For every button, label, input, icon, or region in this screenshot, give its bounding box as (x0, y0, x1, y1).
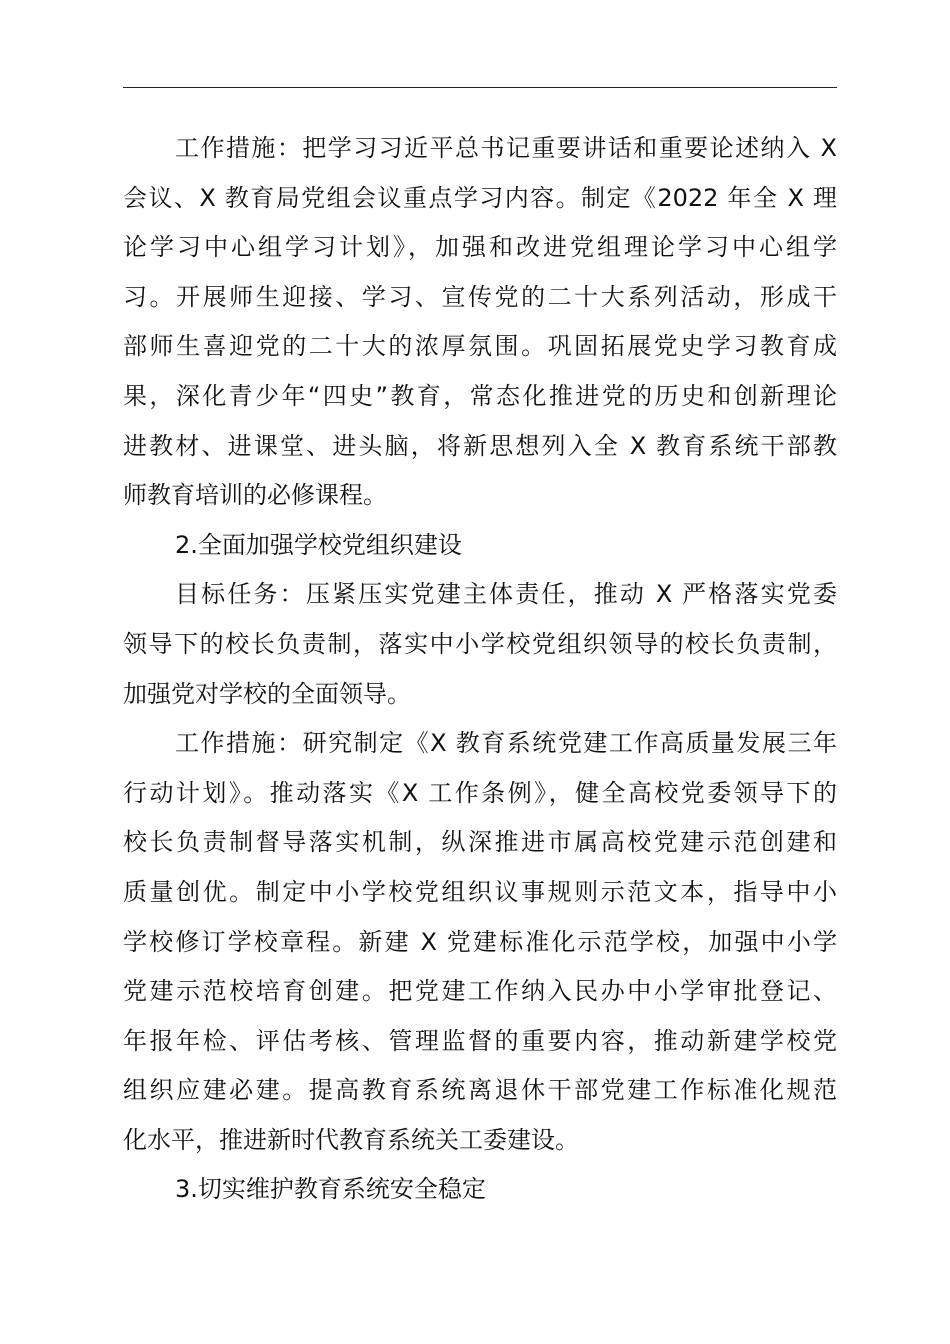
paragraph-line: 质量创优。制定中小学校党组织议事规则示范文本，指导中小 (123, 877, 837, 906)
paragraph-line: 习。开展师生迎接、学习、宣传党的二十大系列活动，形成干 (123, 282, 837, 311)
paragraph-line: 学校修订学校章程。新建 X 党建标准化示范学校，加强中小学 (123, 927, 837, 956)
paragraph-line: 会议、X 教育局党组会议重点学习内容。制定《2022 年全 X 理 (123, 183, 837, 212)
paragraph-line: 党建示范校培育创建。把党建工作纳入民办中小学审批登记、 (123, 977, 837, 1006)
paragraph-line: 进教材、进课堂、进头脑，将新思想列入全 X 教育系统干部教 (123, 431, 837, 460)
paragraph-line: 校长负责制督导落实机制，纵深推进市属高校党建示范创建和 (123, 828, 837, 857)
paragraph-line: 加强党对学校的全面领导。 (123, 679, 411, 708)
paragraph-line: 果，深化青少年“四史”教育，常态化推进党的历史和创新理论 (123, 381, 837, 410)
section-heading: 3.切实维护教育系统安全稳定 (175, 1175, 486, 1204)
paragraph-line: 目标任务：压紧压实党建主体责任，推动 X 严格落实党委 (175, 580, 837, 609)
paragraph-line: 部师生喜迎党的二十大的浓厚氛围。巩固拓展党史学习教育成 (123, 332, 837, 361)
document-body (123, 124, 837, 1215)
paragraph-line: 领导下的校长负责制，落实中小学校党组织领导的校长负责制， (123, 629, 837, 658)
paragraph-line: 化水平，推进新时代教育系统关工委建设。 (123, 1125, 579, 1154)
paragraph-line: 工作措施：研究制定《X 教育系统党建工作高质量发展三年 (175, 729, 837, 758)
paragraph-line: 组织应建必建。提高教育系统离退休干部党建工作标准化规范 (123, 1076, 837, 1105)
paragraph-line: 工作措施：把学习习近平总书记重要讲话和重要论述纳入 X (175, 134, 837, 162)
paragraph-line: 论学习中心组学习计划》，加强和改进党组理论学习中心组学 (123, 233, 837, 262)
paragraph-line: 行动计划》。推动落实《X 工作条例》，健全高校党委领导下的 (123, 778, 837, 807)
paragraph-line: 师教育培训的必修课程。 (123, 481, 387, 510)
header-rule (123, 87, 837, 88)
section-heading: 2.全面加强学校党组织建设 (175, 530, 462, 559)
paragraph-line: 年报年检、评估考核、管理监督的重要内容，推动新建学校党 (123, 1026, 837, 1055)
